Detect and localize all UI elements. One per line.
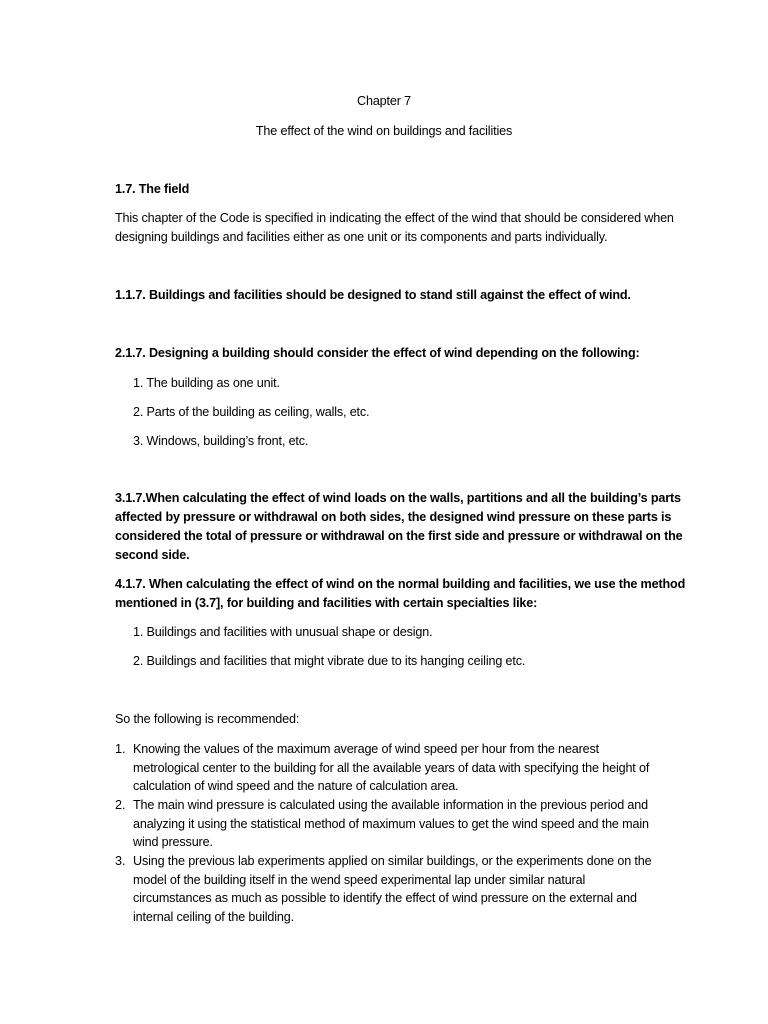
list-item: 2. Buildings and facilities that might vibrate due to its hanging ceiling etc. <box>133 654 526 668</box>
list-item-number: 2. <box>115 798 126 812</box>
clause-3-1-7-line: 3.1.7.When calculating the effect of wind loads on the walls, partitions and all the building’s parts <box>115 491 681 505</box>
list-item-line: Using the previous lab experiments applied on similar buildings, or the experiments done on the <box>133 854 652 868</box>
list-item <box>133 796 649 852</box>
list-item-number: 1. <box>115 742 126 756</box>
list-item: 1. The building as one unit. <box>133 376 280 390</box>
section-heading-field: 1.7. The field <box>115 182 190 196</box>
clause-4-1-7-line: mentioned in (3.7], for building and facilities with certain specialties like: <box>115 596 538 610</box>
list-item-line: wind pressure. <box>133 835 213 850</box>
list-item-line: model of the building itself in the wend speed experimental lap under similar natural <box>133 872 586 887</box>
list-item-line: The main wind pressure is calculated using the available information in the previous period and <box>133 798 648 812</box>
list-item <box>133 740 649 796</box>
field-paragraph-line: This chapter of the Code is specified in indicating the effect of the wind that should be considered when <box>115 211 674 225</box>
list-item-number: 3. <box>115 854 126 868</box>
clause-4-1-7-line: 4.1.7. When calculating the effect of wind on the normal building and facilities, we use the method <box>115 577 686 591</box>
list-item: 2. Parts of the building as ceiling, walls, etc. <box>133 405 370 419</box>
chapter-title: The effect of the wind on buildings and facilities <box>255 124 513 138</box>
list-item-line: calculation of wind speed and the nature of calculation area. <box>133 779 459 794</box>
chapter-label: Chapter 7 <box>357 94 411 108</box>
list-item: 1. Buildings and facilities with unusual shape or design. <box>133 625 433 639</box>
list-item-line: internal ceiling of the building. <box>133 910 294 925</box>
clause-3-1-7-line: second side. <box>115 548 190 562</box>
clause-3-1-7-line: affected by pressure or withdrawal on both sides, the designed wind pressure on these parts is <box>115 510 672 524</box>
list-item <box>133 852 652 927</box>
clause-2-1-7-heading: 2.1.7. Designing a building should consider the effect of wind depending on the following: <box>115 346 640 360</box>
field-paragraph-line: designing buildings and facilities either as one unit or its components and parts individually. <box>115 230 608 244</box>
clause-1-1-7: 1.1.7. Buildings and facilities should be designed to stand still against the effect of wind. <box>115 288 631 302</box>
recommended-intro: So the following is recommended: <box>115 712 300 726</box>
list-item: 3. Windows, building’s front, etc. <box>133 434 309 448</box>
clause-3-1-7-line: considered the total of pressure or withdrawal on the first side and pressure or withdrawal on the <box>115 529 683 543</box>
list-item-line: metrological center to the building for all the available years of data with specifying the height of <box>133 760 650 775</box>
list-item-line: circumstances as much as possible to identify the effect of wind pressure on the external and <box>133 891 637 906</box>
list-item-line: analyzing it using the statistical method of maximum values to get the wind speed and the main <box>133 816 649 831</box>
list-item-line: Knowing the values of the maximum average of wind speed per hour from the nearest <box>133 742 599 756</box>
